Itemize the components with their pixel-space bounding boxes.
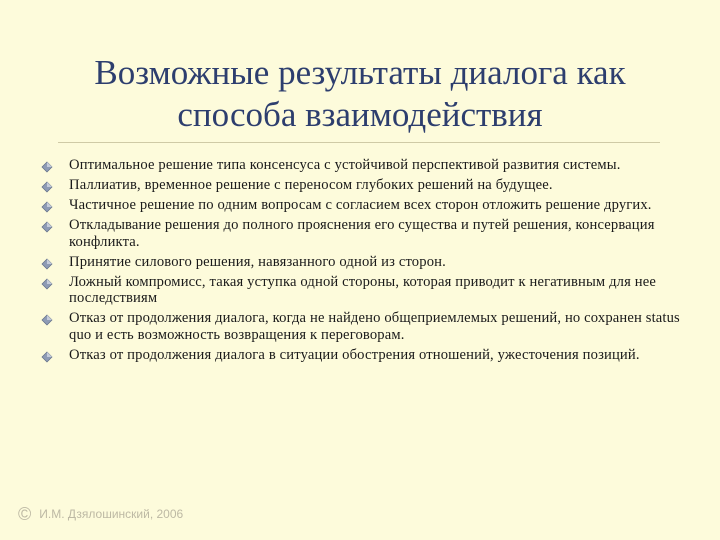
- bullet-text: Ложный компромисс, такая уступка одной стороны, которая приводит к негативным для нее последствиям: [69, 273, 656, 307]
- list-item: [40, 310, 690, 343]
- bullet-text: Отказ от продолжения диалога, когда не найдено общеприемлемых решений, но сохранен status quo и есть возможность возвращения к переговорам.: [69, 310, 680, 343]
- bullet-text: Паллиатив, временное решение с переносом глубоких решений на будущее.: [69, 176, 553, 193]
- bullet-list: [40, 157, 690, 367]
- list-item: [40, 274, 690, 307]
- bullet-text: Отказ от продолжения диалога в ситуации обострения отношений, ужесточения позиций.: [69, 346, 640, 363]
- footer: [18, 505, 183, 523]
- slide-title: [40, 52, 680, 136]
- copyright-icon: ©: [18, 504, 32, 524]
- title-line-1: Возможные результаты диалога как: [94, 53, 626, 92]
- bullet-text: Оптимальное решение типа консенсуса с устойчивой перспективой развития системы.: [69, 157, 621, 173]
- footer-author: И.М. Дзялошинский, 2006: [39, 507, 184, 521]
- bullet-icon: [41, 221, 53, 233]
- bullet-icon: [41, 181, 53, 193]
- bullet-icon: [41, 351, 53, 363]
- list-item: [40, 157, 690, 174]
- bullet-icon: [41, 314, 53, 326]
- list-item: [40, 347, 690, 364]
- list-item: [40, 217, 690, 250]
- bullet-text: Частичное решение по одним вопросам с согласием всех сторон отложить решение других.: [69, 196, 652, 213]
- list-item: [40, 177, 690, 194]
- bullet-icon: [41, 258, 53, 270]
- list-item: [40, 197, 690, 214]
- title-divider: [58, 142, 660, 143]
- bullet-text: Принятие силового решения, навязанного одной из сторон.: [69, 253, 446, 270]
- bullet-icon: [41, 201, 53, 213]
- bullet-icon: [41, 278, 53, 290]
- list-item: [40, 254, 690, 271]
- bullet-icon: [41, 161, 53, 173]
- title-line-2: способа взаимодействия: [177, 95, 543, 134]
- bullet-text: Откладывание решения до полного прояснения его существа и путей решения, консервация конфликта.: [69, 216, 655, 250]
